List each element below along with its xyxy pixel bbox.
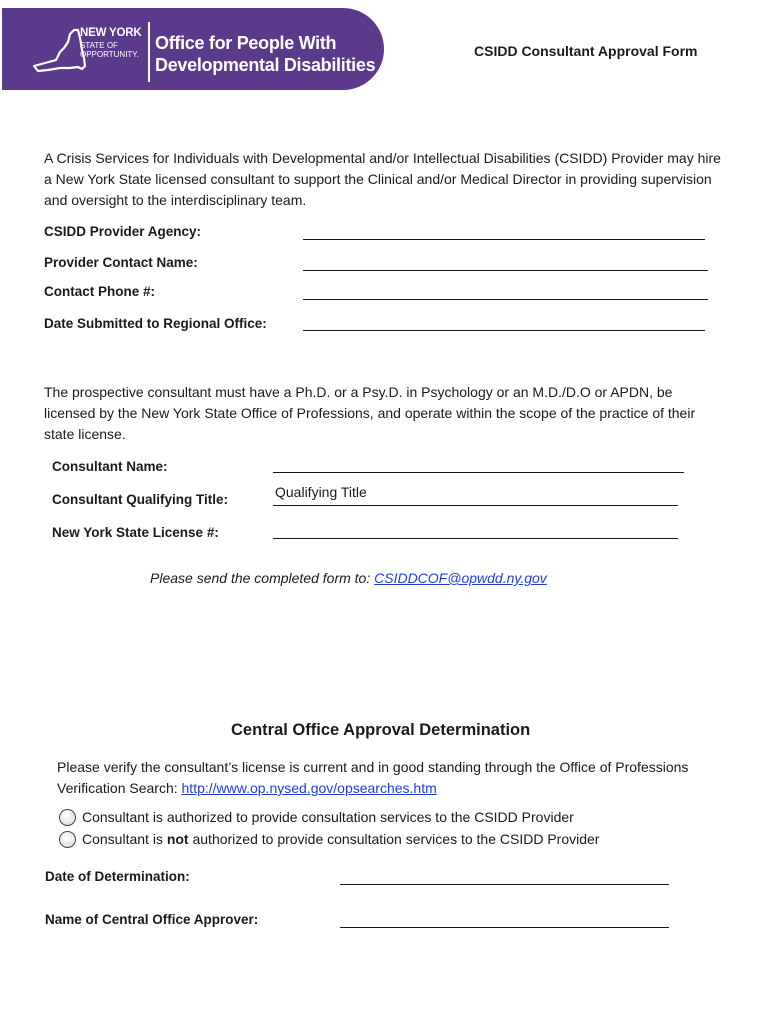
ny-logo-text <box>80 28 141 59</box>
not-authorized-option-label <box>82 831 599 847</box>
date-submitted-field[interactable] <box>303 330 705 331</box>
central-office-heading: Central Office Approval Determination <box>231 721 531 739</box>
provider-agency-field[interactable] <box>303 239 705 240</box>
date-determination-field[interactable] <box>340 884 669 885</box>
authorized-option-label: Consultant is authorized to provide consultation services to the CSIDD Provider <box>82 809 574 825</box>
verify-paragraph <box>57 757 697 799</box>
date-determination-label: Date of Determination: <box>45 869 190 884</box>
qualifying-title-label: Consultant Qualifying Title: <box>52 492 229 507</box>
logo-divider <box>148 22 150 82</box>
agency-line-1: Office for People With <box>155 33 337 53</box>
authorized-radio[interactable] <box>59 809 76 826</box>
consultant-name-label: Consultant Name: <box>52 459 168 474</box>
approver-name-field[interactable] <box>340 927 669 928</box>
not-authorized-radio[interactable] <box>59 831 76 848</box>
provider-agency-label: CSIDD Provider Agency: <box>44 224 202 239</box>
state-tagline-2: OPPORTUNITY. <box>80 49 139 59</box>
state-name: NEW YORK <box>80 27 142 39</box>
agency-name <box>155 32 375 76</box>
consultant-name-field[interactable] <box>273 472 684 473</box>
contact-phone-label: Contact Phone #: <box>44 284 156 299</box>
requirements-paragraph: The prospective consultant must have a Ph.D. or a Psy.D. in Psychology or an M.D./D.O or APDN, be licensed by the New York State Office of Professions, and operate within the scope of the practice of their state license. <box>44 384 696 442</box>
email-link[interactable]: CSIDDCOF@opwdd.ny.gov <box>374 570 547 586</box>
agency-line-2: Developmental Disabilities <box>155 55 376 75</box>
license-number-label: New York State License #: <box>52 525 219 540</box>
not-option-emphasis: not <box>166 831 189 847</box>
provider-contact-field[interactable] <box>303 270 708 271</box>
send-instruction <box>150 570 547 586</box>
qualifying-title-field[interactable] <box>273 505 678 506</box>
intro-paragraph: A Crisis Services for Individuals with Developmental and/or Intellectual Disabilities (CSIDD) Provider may hire a New York State licensed consultant to support the Clinical and/or Medical Director in providing supervision and oversight to the interdisciplinary team. <box>44 150 721 208</box>
header-banner <box>2 8 384 90</box>
qualifying-title-value: Qualifying Title <box>275 484 367 500</box>
approver-name-label: Name of Central Office Approver: <box>45 912 259 927</box>
not-option-pre: Consultant is <box>82 831 167 847</box>
verify-text: Please verify the consultant’s license is current and in good standing through the Office of Professions Verification Search: <box>57 759 689 796</box>
form-title: CSIDD Consultant Approval Form <box>474 43 698 59</box>
date-submitted-label: Date Submitted to Regional Office: <box>44 316 267 331</box>
contact-phone-field[interactable] <box>303 299 708 300</box>
state-tagline-1: STATE OF <box>80 40 118 50</box>
verification-link[interactable]: http://www.op.nysed.gov/opsearches.htm <box>181 780 437 796</box>
send-text: Please send the completed form to: <box>150 570 375 586</box>
not-option-post: authorized to provide consultation services to the CSIDD Provider <box>188 831 600 847</box>
license-number-field[interactable] <box>273 538 678 539</box>
provider-contact-label: Provider Contact Name: <box>44 255 198 270</box>
